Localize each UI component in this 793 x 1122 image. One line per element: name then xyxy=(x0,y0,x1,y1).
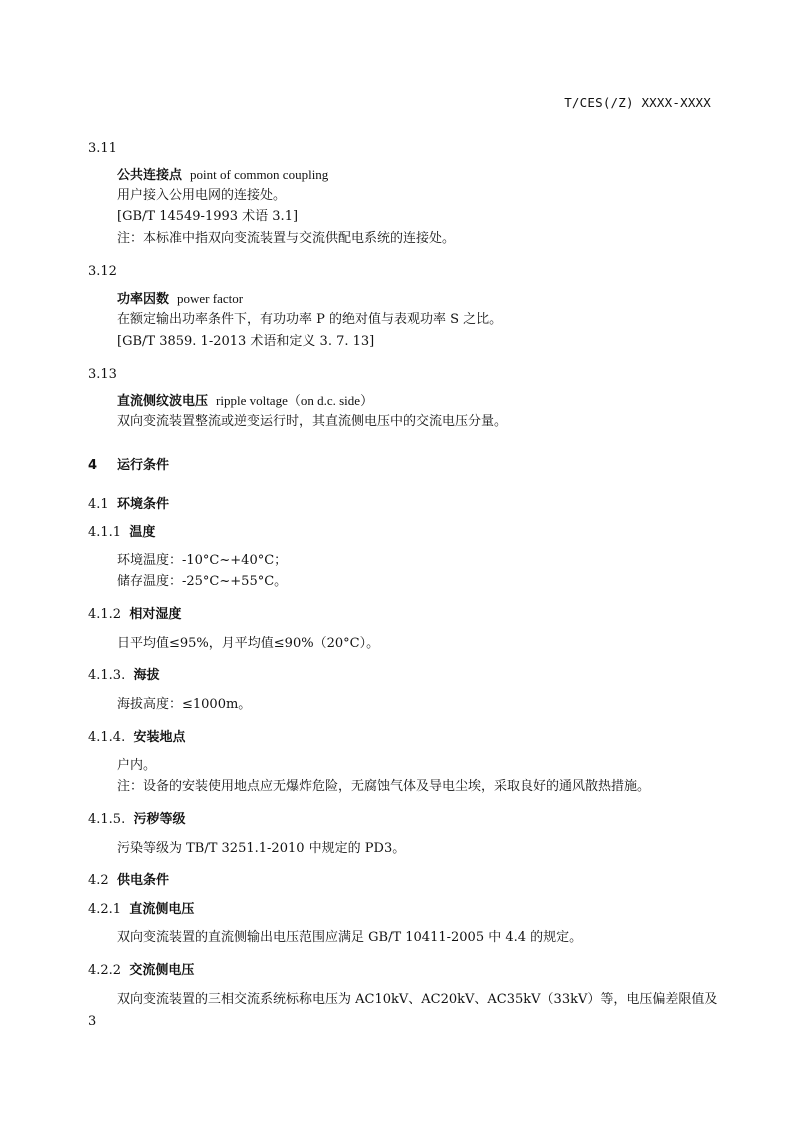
page-number: 3 xyxy=(88,1014,97,1029)
heading-title: 直流侧电压 xyxy=(129,902,195,917)
note: 注：设备的安装使用地点应无爆炸危险，无腐蚀气体及导电尘埃，采取良好的通风散热措施。 xyxy=(117,779,651,794)
heading-number: 4.1.3. xyxy=(88,668,126,683)
subsection-heading xyxy=(88,730,186,746)
term-zh: 公共连接点 xyxy=(117,168,183,183)
section-number: 4 xyxy=(88,458,98,473)
term-number: 3.13 xyxy=(88,367,117,382)
term-title xyxy=(117,291,243,308)
heading-number: 4.1.1 xyxy=(88,525,122,540)
term-number: 3.12 xyxy=(88,264,117,279)
paragraph: 储存温度：-25°C~+55°C。 xyxy=(117,574,288,589)
subsection-heading xyxy=(88,497,169,513)
heading-number: 4.2.2 xyxy=(88,963,122,978)
term-definition: 在额定输出功率条件下，有功功率 P 的绝对值与表观功率 S 之比。 xyxy=(117,312,503,327)
heading-number: 4.2 xyxy=(88,873,109,888)
subsection-heading xyxy=(88,668,160,684)
term-zh: 直流侧纹波电压 xyxy=(117,394,209,409)
heading-title: 相对湿度 xyxy=(129,607,182,622)
paragraph: 双向变流装置的直流侧输出电压范围应满足 GB/T 10411-2005 中 4.4 的规定。 xyxy=(117,930,583,945)
heading-title: 供电条件 xyxy=(116,873,169,888)
heading-number: 4.1.4. xyxy=(88,730,126,745)
paragraph: 污染等级为 TB/T 3251.1-2010 中规定的 PD3。 xyxy=(117,841,406,856)
term-en: power factor xyxy=(177,291,244,306)
heading-number: 4.1.2 xyxy=(88,607,122,622)
term-definition: 双向变流装置整流或逆变运行时，其直流侧电压中的交流电压分量。 xyxy=(117,414,508,429)
paragraph: 日平均值≤95%，月平均值≤90%（20°C）。 xyxy=(117,636,380,651)
term-definition: 用户接入公用电网的连接处。 xyxy=(117,188,287,203)
heading-title: 海拔 xyxy=(133,668,160,683)
heading-number: 4.2.1 xyxy=(88,902,122,917)
paragraph: 双向变流装置的三相交流系统标称电压为 AC10kV、AC20kV、AC35kV（33kV）等，电压偏差限值及 xyxy=(117,992,718,1007)
heading-title: 交流侧电压 xyxy=(129,963,195,978)
term-en: ripple voltage（on d.c. side） xyxy=(216,393,374,408)
subsection-heading xyxy=(88,812,186,828)
term-en: point of common coupling xyxy=(190,167,329,182)
heading-title: 污秽等级 xyxy=(133,812,186,827)
heading-number: 4.1 xyxy=(88,497,109,512)
heading-title: 环境条件 xyxy=(116,497,169,512)
paragraph: 海拔高度：≤1000m。 xyxy=(117,697,252,712)
term-zh: 功率因数 xyxy=(117,292,170,307)
term-source: [GB/T 14549-1993 术语 3.1] xyxy=(117,209,299,224)
subsection-heading xyxy=(88,963,194,979)
term-title xyxy=(117,167,328,184)
subsection-heading xyxy=(88,902,194,918)
paragraph: 户内。 xyxy=(117,758,157,773)
subsection-heading xyxy=(88,873,169,889)
heading-title: 安装地点 xyxy=(133,730,186,745)
subsection-heading xyxy=(88,525,155,541)
subsection-heading xyxy=(88,607,181,623)
term-title xyxy=(117,393,373,410)
heading-title: 温度 xyxy=(129,525,156,540)
paragraph: 环境温度：-10°C~+40°C； xyxy=(117,553,288,568)
term-source: [GB/T 3859. 1-2013 术语和定义 3. 7. 13] xyxy=(117,334,375,349)
heading-number: 4.1.5. xyxy=(88,812,126,827)
term-note: 注：本标准中指双向变流装置与交流供配电系统的连接处。 xyxy=(117,231,456,246)
section-title: 运行条件 xyxy=(117,458,170,473)
term-number: 3.11 xyxy=(88,141,117,156)
document-code: T/CES(/Z) XXXX-XXXX xyxy=(564,95,711,110)
